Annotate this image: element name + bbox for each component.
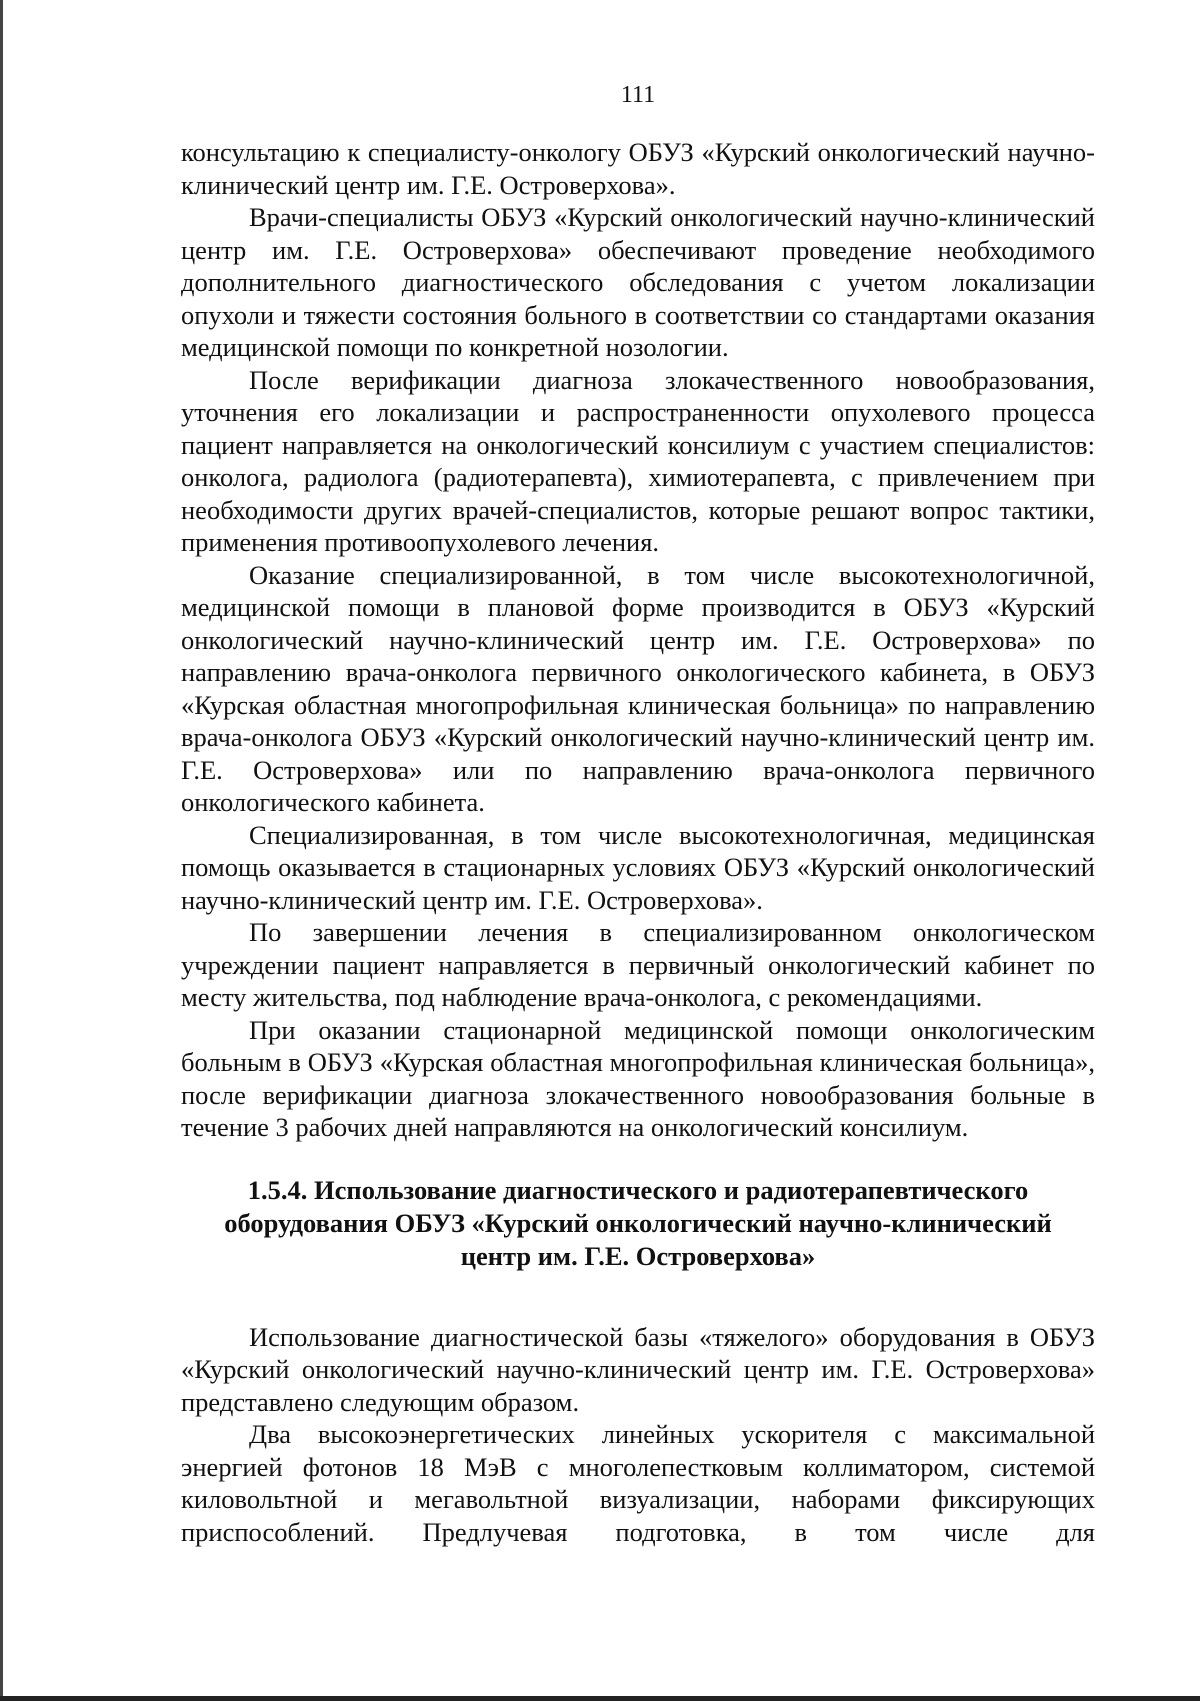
paragraph-continuation: консультацию к специалисту-онкологу ОБУЗ «Курский онкологический научно-клинический центр им. Г.Е. Островерхова».: [181, 137, 1095, 200]
document-body: [181, 136, 1095, 1548]
paragraph: При оказании стационарной медицинской помощи онкологическим больным в ОБУЗ «Курская областная многопрофильная клиническая больница», после верификации диагноза злокачественного новообразования больные в течение 3 рабочих дней направляются на онкологический консилиум.: [181, 1014, 1095, 1142]
paragraph: После верификации диагноза злокачественного новообразования, уточнения его локализации и распространенности опухолевого процесса пациент направляется на онкологический консилиум с участием специалистов: онколога, радиолога (радиотерапевта), химиотерапевта, с привлечением при необходимости других врачей-специалистов, которые решают вопрос тактики, применения противоопухолевого лечения.: [181, 364, 1095, 557]
paragraph: Врачи-специалисты ОБУЗ «Курский онкологический научно-клинический центр им. Г.Е. Островерхова» обеспечивают проведение необходимого дополнительного диагностического обследования с учетом локализации опухоли и тяжести состояния больного в соответствии со стандартами оказания медицинской помощи по конкретной нозологии.: [181, 202, 1095, 362]
page-left-edge-rule: [0, 0, 3, 1701]
page-number: 111: [620, 82, 656, 108]
section-heading: 1.5.4. Использование диагностического и радиотерапевтического оборудования ОБУЗ «Курский онкологический научно-клинический центр им. Г.Е. Островерхова»: [224, 1174, 1052, 1271]
paragraph: Оказание специализированной, в том числе высокотехнологичной, медицинской помощи в плановой форме производится в ОБУЗ «Курский онкологический научно-клинический центр им. Г.Е. Островерхова» по направлению врача-онколога первичного онкологического кабинета, в ОБУЗ «Курская областная многопрофильная клиническая больница» по направлению врача-онколога ОБУЗ «Курский онкологический научно-клинический центр им. Г.Е. Островерхова» или по направлению врача-онколога первичного онкологического кабинета.: [181, 559, 1095, 817]
paragraph-cut-off: Два высокоэнергетических линейных ускорителя с максимальной энергией фотонов 18 МэВ с многолепестковым коллиматором, системой киловольтной и мегавольтной визуализации, наборами фиксирующих приспособлений. Предлучевая подготовка, в том числе для: [181, 1419, 1095, 1547]
paragraph: Специализированная, в том числе высокотехнологичная, медицинская помощь оказывается в стационарных условиях ОБУЗ «Курский онкологический научно-клинический центр им. Г.Е. Островерхова».: [181, 819, 1095, 915]
paragraph: По завершении лечения в специализированном онкологическом учреждении пациент направляется в первичный онкологический кабинет по месту жительства, под наблюдение врача-онколога, с рекомендациями.: [181, 917, 1095, 1012]
paragraph: Использование диагностической базы «тяжелого» оборудования в ОБУЗ «Курский онкологический научно-клинический центр им. Г.Е. Островерхова» представлено следующим образом.: [181, 1321, 1095, 1417]
page-bottom-edge-rule: [0, 1696, 1200, 1701]
